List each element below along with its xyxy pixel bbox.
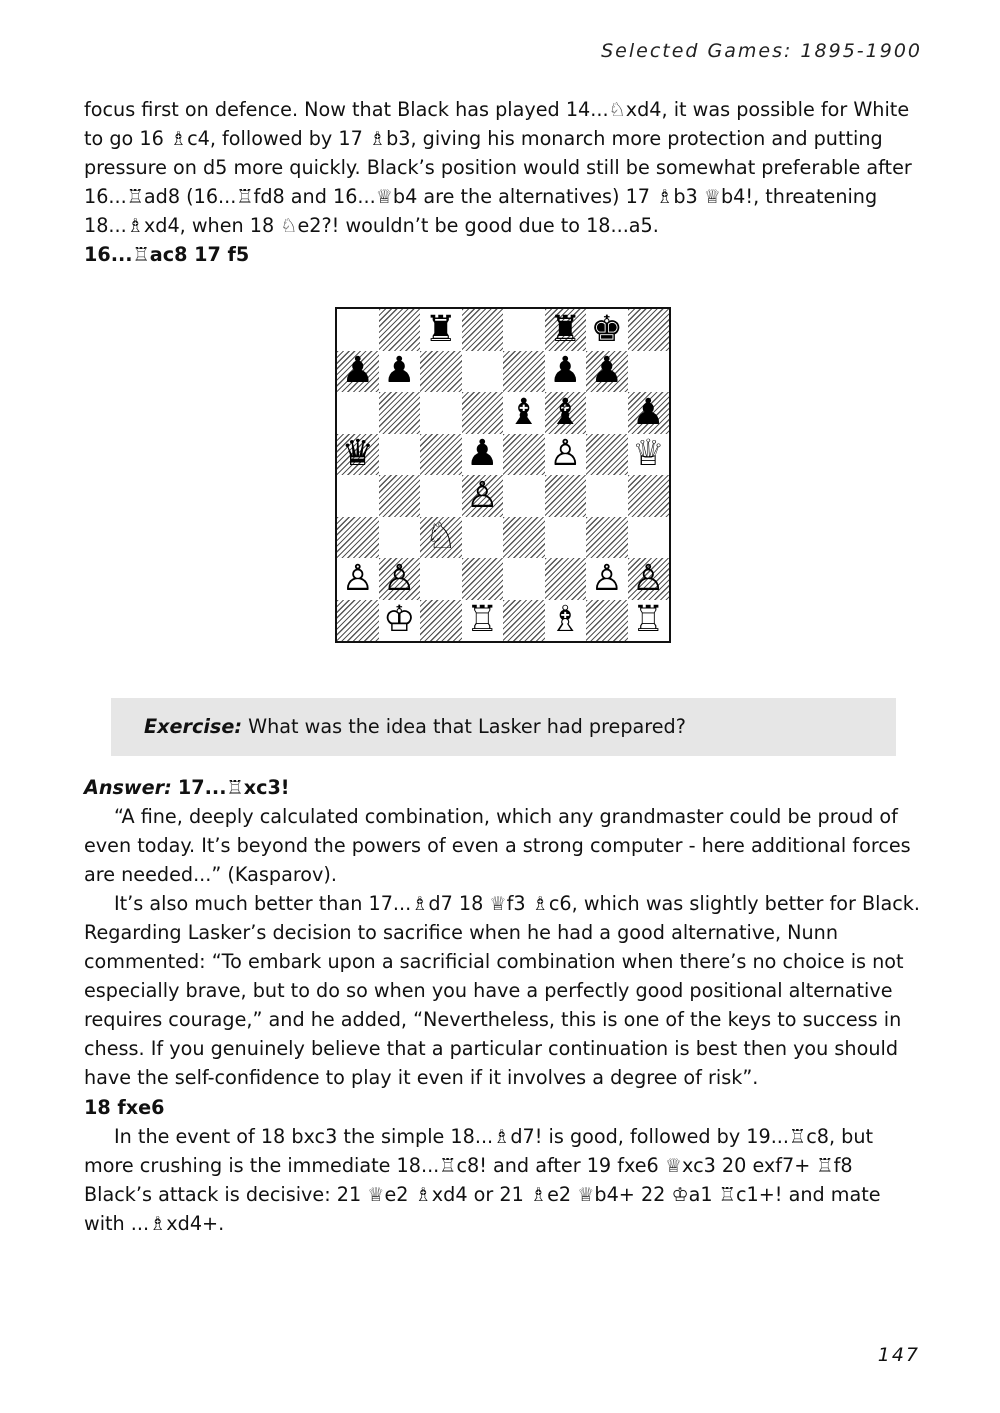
square-d6: [462, 392, 504, 434]
square-g2: [586, 558, 628, 600]
move-text-18: 18 fxe6: [84, 1096, 165, 1119]
square-c8: [420, 309, 462, 351]
square-d4: [462, 475, 504, 517]
square-f2: [545, 558, 587, 600]
chess-piece-icon: ♚: [590, 308, 623, 350]
chess-piece-icon: ♝: [507, 391, 540, 433]
square-e5: [503, 434, 545, 476]
square-e3: [503, 517, 545, 559]
answer-line: [84, 773, 924, 802]
chess-piece-icon: ♜: [549, 308, 582, 350]
square-b6: [379, 392, 421, 434]
chess-board-grid: [337, 309, 669, 641]
square-f1: [545, 600, 587, 642]
chess-piece-icon: ♖: [632, 599, 665, 641]
square-h1: [628, 600, 670, 642]
chess-piece-icon: ♙: [549, 433, 582, 475]
square-a3: [337, 517, 379, 559]
square-h8: [628, 309, 670, 351]
square-b5: [379, 434, 421, 476]
paragraph-nunn-comment: It’s also much better than 17...♗d7 18 ♕f3 ♗c6, which was slightly better for Black. Regarding Lasker’s decision to sacrifice when he had a good alternative, Nunn commented: “To embark upon a sacrificial combination when there’s no choice is not especially brave, but to do so when you have a perfectly good positional alternative requires courage,” and he added, “Nevertheless, this is one of the keys to success in chess. If you genuinely believe that a particular continuation is best then you should have the self-confidence to play it even if it involves a degree of risk”.: [84, 892, 920, 1089]
square-b1: [379, 600, 421, 642]
square-b3: [379, 517, 421, 559]
square-d2: [462, 558, 504, 600]
chess-piece-icon: ♟: [590, 350, 623, 392]
square-h4: [628, 475, 670, 517]
answer-move: 17...♖xc3!: [177, 776, 290, 799]
square-f5: [545, 434, 587, 476]
exercise-question: What was the idea that Lasker had prepared?: [248, 715, 686, 738]
answer-label: Answer:: [84, 776, 172, 799]
chess-piece-icon: ♜: [424, 308, 457, 350]
square-a1: [337, 600, 379, 642]
square-e2: [503, 558, 545, 600]
square-c1: [420, 600, 462, 642]
square-e4: [503, 475, 545, 517]
square-h5: [628, 434, 670, 476]
chess-piece-icon: ♟: [549, 350, 582, 392]
page-number: 147: [877, 1344, 920, 1366]
square-f8: [545, 309, 587, 351]
square-c4: [420, 475, 462, 517]
chess-piece-icon: ♙: [466, 474, 499, 516]
square-c2: [420, 558, 462, 600]
square-h7: [628, 351, 670, 393]
running-head: Selected Games: 1895-1900: [601, 40, 922, 62]
square-a6: [337, 392, 379, 434]
square-d1: [462, 600, 504, 642]
square-f4: [545, 475, 587, 517]
square-a4: [337, 475, 379, 517]
chess-piece-icon: ♗: [549, 599, 582, 641]
square-e8: [503, 309, 545, 351]
chess-piece-icon: ♟: [466, 433, 499, 475]
chess-piece-icon: ♟: [383, 350, 416, 392]
square-d3: [462, 517, 504, 559]
square-g3: [586, 517, 628, 559]
square-d7: [462, 351, 504, 393]
square-g7: [586, 351, 628, 393]
square-g8: [586, 309, 628, 351]
square-f6: [545, 392, 587, 434]
square-e7: [503, 351, 545, 393]
square-h6: [628, 392, 670, 434]
chess-piece-icon: ♔: [383, 599, 416, 641]
chess-piece-icon: ♙: [590, 557, 623, 599]
exercise-box: [111, 698, 896, 756]
square-f7: [545, 351, 587, 393]
square-b7: [379, 351, 421, 393]
paragraph-kasparov-quote: “A fine, deeply calculated combination, which any grandmaster could be proud of even today. It’s beyond the powers of even a strong computer - here additional forces are needed...” (Kasparov).: [84, 805, 911, 886]
paragraph-alternative-line: In the event of 18 bxc3 the simple 18...♗d7! is good, followed by 19...♖c8, but more crushing is the immediate 18...♖c8! and after 19 fxe6 ♕xc3 20 exf7+ ♖f8 Black’s attack is decisive: 21 ♕e2 ♗xd4 or 21 ♗e2 ♕b4+ 22 ♔a1 ♖c1+! and mate with ...♗xd4+.: [84, 1125, 881, 1235]
square-d8: [462, 309, 504, 351]
square-e6: [503, 392, 545, 434]
square-a5: [337, 434, 379, 476]
square-e1: [503, 600, 545, 642]
chess-piece-icon: ♟: [341, 350, 374, 392]
chess-piece-icon: ♘: [424, 516, 457, 558]
square-b4: [379, 475, 421, 517]
chess-piece-icon: ♕: [632, 433, 665, 475]
square-c5: [420, 434, 462, 476]
square-b2: [379, 558, 421, 600]
chess-piece-icon: ♖: [466, 599, 499, 641]
square-a2: [337, 558, 379, 600]
exercise-label: Exercise:: [144, 715, 243, 738]
chess-piece-icon: ♙: [341, 557, 374, 599]
square-g5: [586, 434, 628, 476]
square-g6: [586, 392, 628, 434]
square-g4: [586, 475, 628, 517]
chess-piece-icon: ♙: [383, 557, 416, 599]
chess-piece-icon: ♛: [341, 433, 374, 475]
square-a7: [337, 351, 379, 393]
paragraph-intro: focus first on defence. Now that Black has played 14...♘xd4, it was possible for White to go 16 ♗c4, followed by 17 ♗b3, giving his monarch more protection and putting pressure on d5 more quickly. Black’s position would still be somewhat preferable after 16...♖ad8 (16...♖fd8 and 16...♕b4 are the alternatives) 17 ♗b3 ♕b4!, threatening 18...♗xd4, when 18 ♘e2?! wouldn’t be good due to 18...a5.: [84, 98, 912, 237]
square-c3: [420, 517, 462, 559]
chess-piece-icon: ♙: [632, 557, 665, 599]
chess-piece-icon: ♝: [549, 391, 582, 433]
square-g1: [586, 600, 628, 642]
square-d5: [462, 434, 504, 476]
chess-piece-icon: ♟: [632, 391, 665, 433]
square-h2: [628, 558, 670, 600]
square-h3: [628, 517, 670, 559]
chess-diagram: [335, 307, 671, 643]
square-c7: [420, 351, 462, 393]
move-text-16: 16...♖ac8 17 f5: [84, 243, 250, 266]
square-b8: [379, 309, 421, 351]
square-c6: [420, 392, 462, 434]
square-f3: [545, 517, 587, 559]
square-a8: [337, 309, 379, 351]
